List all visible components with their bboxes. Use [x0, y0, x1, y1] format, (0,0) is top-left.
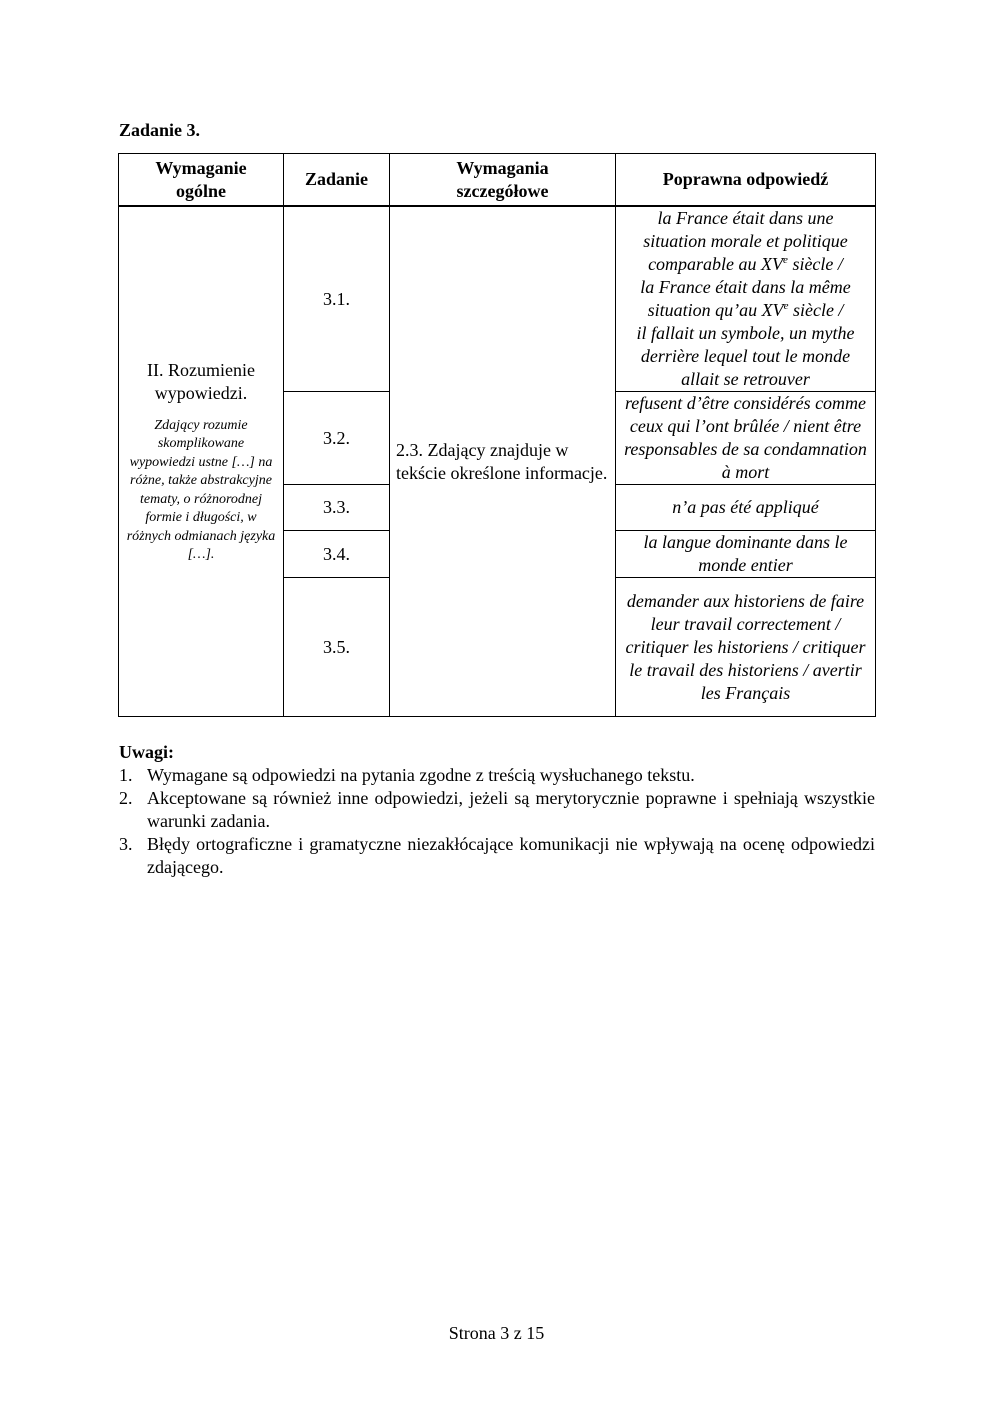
- answer-line: comparable au XV: [648, 254, 784, 274]
- list-item: [119, 764, 875, 787]
- general-requirement-cell: [119, 206, 284, 717]
- answer-line: la France était dans la même: [640, 277, 851, 297]
- task-number: 3.5.: [284, 578, 390, 717]
- answer-line: siècle /: [787, 254, 843, 274]
- answer-cell: demander aux historiens de faire leur travail correctement / critiquer les historiens / critiquer le travail des historiens / avertir les Français: [616, 578, 876, 717]
- task-number: 3.1.: [284, 206, 390, 392]
- answer-cell: la langue dominante dans le monde entier: [616, 531, 876, 578]
- answer-line: situation qu’au XV: [647, 300, 784, 320]
- header-general-requirement: Wymaganie ogólne: [119, 154, 284, 207]
- answer-line: la France était dans une: [657, 208, 834, 228]
- notes-list: [119, 764, 875, 879]
- answer-key-table: [118, 153, 876, 717]
- note-text: Wymagane są odpowiedzi na pytania zgodne z treścią wysłuchanego tekstu.: [147, 765, 695, 785]
- note-number: 2.: [119, 788, 133, 808]
- note-number: 1.: [119, 765, 133, 785]
- answer-cell: n’a pas été appliqué: [616, 485, 876, 531]
- task-heading: Zadanie 3.: [119, 120, 201, 140]
- answer-cell: refusent d’être considérés comme ceux qui l’ont brûlée / nient être responsables de sa condamnation à mort: [616, 392, 876, 485]
- notes-title: Uwagi:: [119, 742, 174, 762]
- answer-line: il fallait un symbole, un mythe: [636, 323, 855, 343]
- answer-line: siècle /: [788, 300, 844, 320]
- list-item: [119, 833, 875, 879]
- header-specific-requirements: Wymagania szczegółowe: [390, 154, 616, 207]
- notes-section: [119, 741, 875, 879]
- task-number: 3.4.: [284, 531, 390, 578]
- note-text: Błędy ortograficzne i gramatyczne niezakłócające komunikacji nie wpływają na ocenę odpowiedzi zdającego.: [147, 834, 875, 877]
- header-correct-answer: Poprawna odpowiedź: [616, 154, 876, 207]
- task-number: 3.2.: [284, 392, 390, 485]
- header-task: Zadanie: [284, 154, 390, 207]
- answer-line: situation morale et politique: [643, 231, 848, 251]
- general-requirement-description: Zdający rozumie skomplikowane wypowiedzi ustne […] na różne, także abstrakcyjne tematy, o różnorodnej formie i długości, w różnych odmianach języka […].: [126, 417, 276, 562]
- task-number: 3.3.: [284, 485, 390, 531]
- answer-cell: [616, 206, 876, 392]
- superscript: e: [783, 254, 788, 266]
- answer-line: allait se retrouver: [681, 369, 810, 389]
- note-number: 3.: [119, 834, 133, 854]
- table-row: [119, 206, 876, 392]
- list-item: [119, 787, 875, 833]
- answer-line: derrière lequel tout le monde: [640, 346, 851, 366]
- note-text: Akceptowane są również inne odpowiedzi, jeżeli są merytorycznie poprawne i spełniają wszystkie warunki zadania.: [147, 788, 875, 831]
- specific-requirement-cell: 2.3. Zdający znajduje w tekście określone informacje.: [390, 206, 616, 717]
- general-requirement-title: II. Rozumienie wypowiedzi.: [147, 359, 255, 403]
- table-header-row: [119, 154, 876, 207]
- superscript: e: [783, 300, 789, 312]
- page-number-footer: Strona 3 z 15: [448, 1323, 545, 1343]
